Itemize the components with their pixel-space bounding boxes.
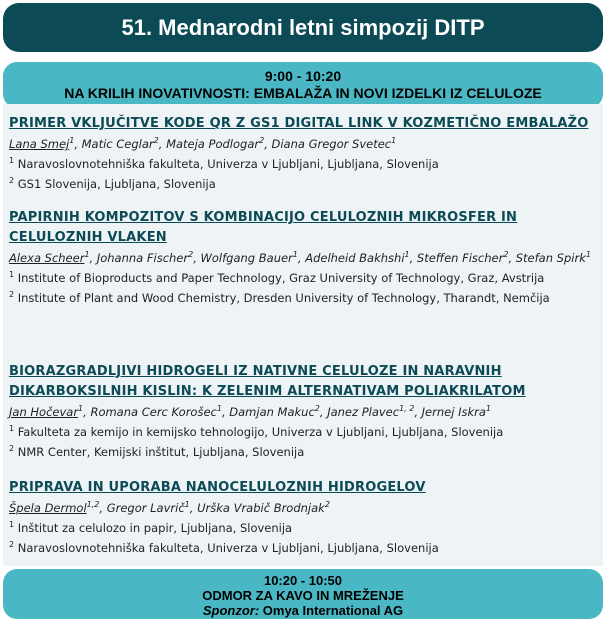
sponsor-label: Sponzor: — [202, 603, 260, 618]
paper-authors: Lana Smej$^1$, Matic Ceglar$^2$, Mateja Podlogar$^2$, Diana Gregor Svetec$^1$ — [9, 136, 397, 151]
paper-authors: Špela Dermol$^{1,2}$, Gregor Lavrič$^1$, Urška Vrabič Brodnjak$^2$ — [9, 500, 330, 515]
affiliation: $^2$ NMR Center, Kemijski inštitut, Ljubljana, Slovenija — [9, 444, 305, 459]
paper-title[interactable]: PAPIRNIH KOMPOZITOV S KOMBINACIJO CELULOZNIH MIKROSFER IN CELULOZNIH VLAKEN — [9, 210, 518, 245]
affiliation: $^2$ GS1 Slovenija, Ljubljana, Slovenija — [9, 176, 216, 191]
affiliation: $^2$ Naravoslovnotehniška fakulteta, Univerza v Ljubljani, Ljubljana, Slovenija — [9, 540, 439, 555]
paper-2 — [9, 208, 599, 308]
sponsor-line — [3, 603, 603, 618]
affiliation: $^2$ Institute of Plant and Wood Chemistry, Dresden University of Technology, Tharandt, Nemčija — [9, 290, 550, 305]
sponsor-name: Omya International AG — [262, 603, 404, 618]
paper-authors: Alexa Scheer$^1$, Johanna Fischer$^2$, Wolfgang Bauer$^1$, Adelheid Bakhshi$^1$, Steffen Fischer$^2$, Stefan Spirk$^1$ — [9, 250, 591, 265]
session-header — [3, 62, 603, 108]
paper-title[interactable]: PRIMER VKLJUČITVE KODE QR Z GS1 DIGITAL LINK V KOZMETIČNO EMBALAŽO — [9, 116, 589, 131]
paper-title[interactable]: BIORAZGRADLJIVI HIDROGELI IZ NATIVNE CELULOZE IN NARAVNIH DIKARBOKSILNIH KISLIN: K ZELENIM ALTERNATIVAM POLIAKRILATOM — [9, 364, 526, 399]
break-time: 10:20 - 10:50 — [263, 573, 343, 588]
paper-authors: Jan Hočevar$^1$, Romana Cerc Korošec$^1$, Damjan Makuc$^2$, Janez Plavec$^{1, 2}$, Jernej Iskra$^1$ — [9, 404, 491, 419]
paper-4 — [9, 478, 599, 558]
page-title-text: 51. Mednarodni letni simpozij DITP — [121, 14, 485, 40]
affiliation: $^1$ Institute of Bioproducts and Paper Technology, Graz University of Technology, Graz, Avstrija — [9, 270, 545, 285]
paper-title[interactable]: PRIPRAVA IN UPORABA NANOCELULOZNIH HIDROGELOV — [9, 480, 426, 495]
page-title — [3, 3, 603, 52]
session-title: NA KRILIH INOVATIVNOSTI: EMBALAŽA IN NOVI IZDELKI IZ CELULOZE — [64, 85, 542, 101]
paper-1 — [9, 114, 599, 194]
affiliation: $^1$ Inštitut za celulozo in papir, Ljubljana, Slovenija — [9, 520, 293, 535]
paper-3 — [9, 362, 599, 462]
affiliation: $^1$ Fakulteta za kemijo in kemijsko tehnologijo, Univerza v Ljubljani, Ljubljana, Slovenija — [9, 424, 504, 439]
program-panel — [3, 104, 603, 566]
affiliation: $^1$ Naravoslovnotehniška fakulteta, Univerza v Ljubljani, Ljubljana, Slovenija — [9, 156, 439, 171]
session-time: 9:00 - 10:20 — [264, 68, 342, 84]
break-header — [3, 569, 603, 619]
break-title: ODMOR ZA KAVO IN MREŽENJE — [202, 588, 404, 603]
